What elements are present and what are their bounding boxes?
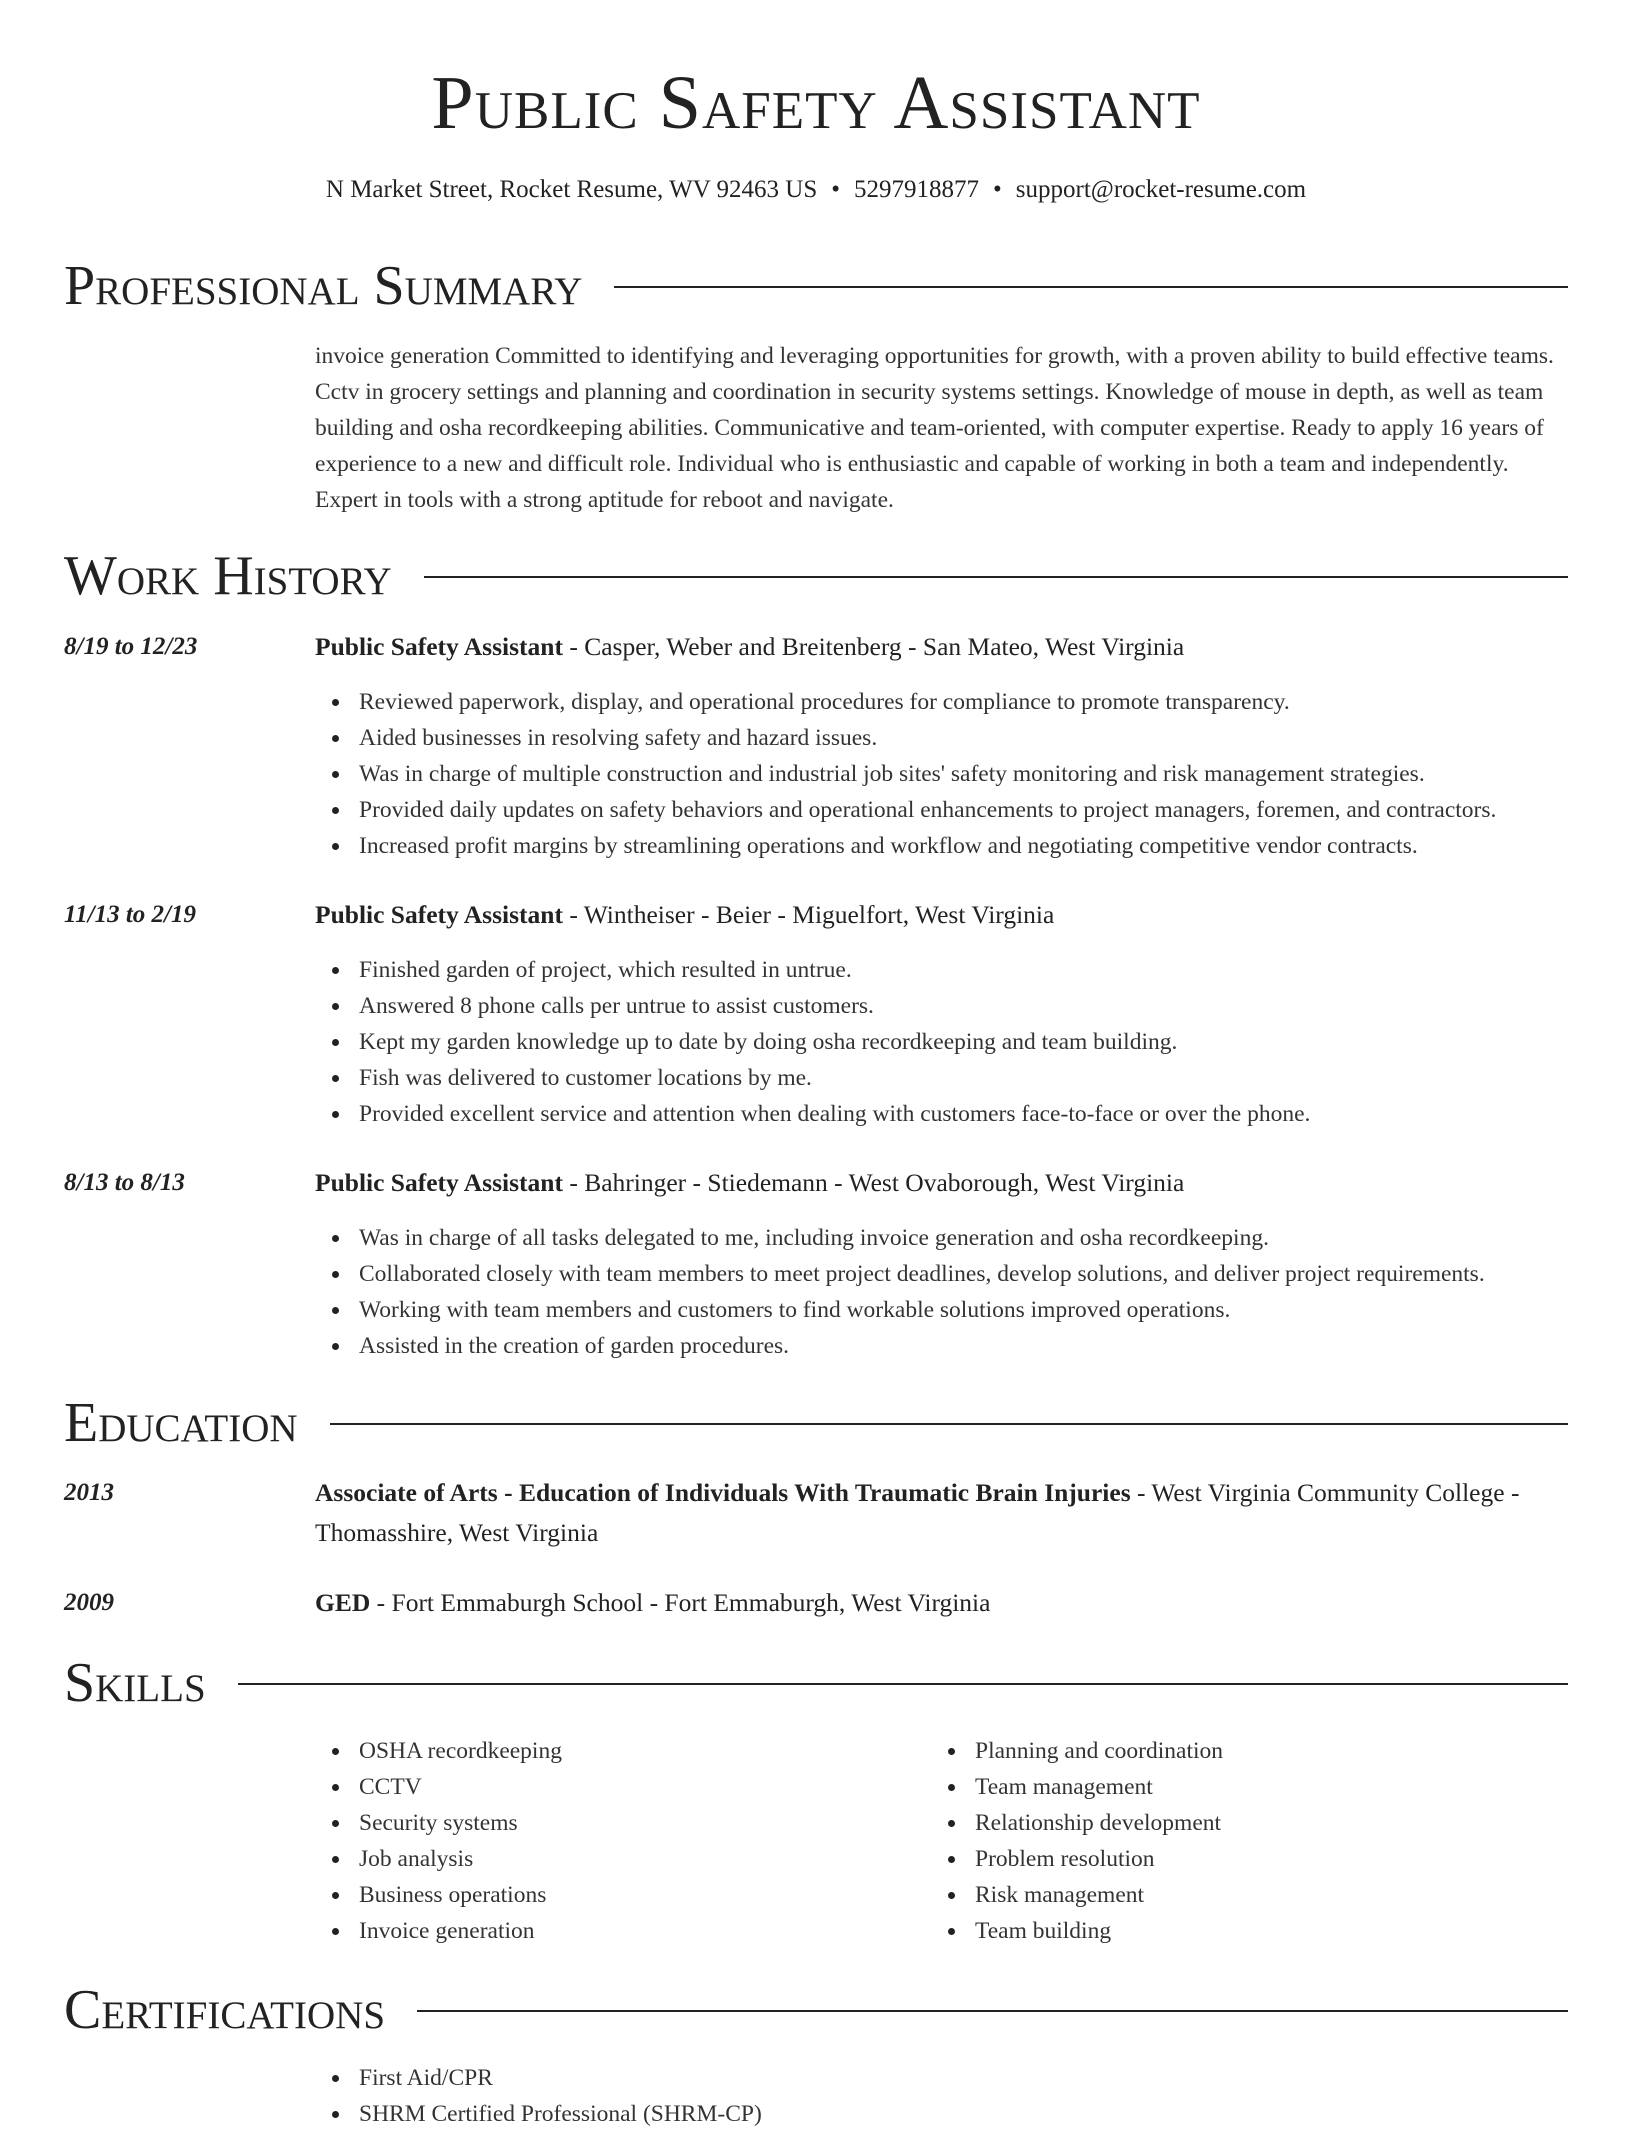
skill-item: Planning and coordination [975,1733,1632,1769]
job-bullets [315,684,1612,864]
education-year: 2009 [64,1589,114,1616]
job-details: - Wintheiser - Beier - Miguelfort, West Virginia [562,900,1055,929]
job-bullets [315,1220,1612,1364]
list-item: Collaborated closely with team members to meet project deadlines, develop solutions, and deliver project requirements. [359,1256,1612,1292]
section-rule [417,2010,1568,2012]
skill-item: Security systems [359,1805,1612,1841]
job-heading [315,1163,1568,1203]
job-dates: 8/13 to 8/13 [64,1169,185,1196]
education-heading [64,1391,1568,1455]
job-details: - Bahringer - Stiedemann - West Ovaborough, West Virginia [562,1168,1185,1197]
skills-list-right [931,1733,1632,1949]
section-rule [330,1423,1568,1425]
education-degree: Associate of Arts - Education of Individuals With Traumatic Brain Injuries [315,1478,1131,1507]
skill-item: Invoice generation [359,1913,1612,1949]
section-title: Work History [64,545,392,607]
job-heading [315,895,1568,935]
list-item: Working with team members and customers to find workable solutions improved operations. [359,1292,1612,1328]
list-item: Kept my garden knowledge up to date by doing osha recordkeeping and team building. [359,1024,1612,1060]
job-dates: 11/13 to 2/19 [64,901,196,928]
certification-item: First Aid/CPR [359,2060,1612,2096]
skill-item: Team management [975,1769,1632,1805]
job-title: Public Safety Assistant [315,632,563,661]
skill-item: Relationship development [975,1805,1632,1841]
section-rule [614,286,1568,288]
skill-item: OSHA recordkeeping [359,1733,1612,1769]
skill-item: Job analysis [359,1841,1612,1877]
job-title: Public Safety Assistant [315,900,563,929]
skill-item: CCTV [359,1769,1612,1805]
certification-item: SHRM Certified Professional (SHRM-CP) [359,2096,1612,2132]
contact-address: N Market Street, Rocket Resume, WV 92463 US [325,176,818,203]
work-heading [64,544,1568,608]
education-entry [315,1583,1568,1623]
job-details: - Casper, Weber and Breitenberg - San Mateo, West Virginia [562,632,1185,661]
education-details: - West Virginia Community College - Thomasshire, West Virginia [315,1478,1520,1547]
section-title: Skills [64,1652,206,1714]
summary-text: invoice generation Committed to identifying and leveraging opportunities for growth, with a proven ability to build effective teams. Cctv in grocery settings and planning and coordination in security systems settings. Knowledge of mouse in depth, as well as team building and osha recordkeeping abilities. Communicative and team-oriented, with computer expertise. Ready to apply 16 years of experience to a new and difficult role. Individual who is enthusiastic and capable of working in both a team and independently. Expert in tools with a strong aptitude for reboot and navigate. [315,343,1554,513]
section-rule [238,1683,1568,1685]
job-bullets [315,952,1612,1132]
contact-phone: 5297918877 [854,176,980,203]
skill-item: Team building [975,1913,1632,1949]
skill-item: Risk management [975,1877,1632,1913]
job-heading [315,627,1568,667]
summary-heading [64,254,1568,318]
job-title: Public Safety Assistant [315,1168,563,1197]
contact-separator: • [831,176,841,203]
list-item: Assisted in the creation of garden procedures. [359,1328,1612,1364]
resume-name: Public Safety Assistant [431,61,1201,145]
skill-item: Business operations [359,1877,1612,1913]
education-details: - Fort Emmaburgh School - Fort Emmaburgh, West Virginia [370,1588,991,1617]
list-item: Answered 8 phone calls per untrue to assist customers. [359,988,1612,1024]
education-year: 2013 [64,1479,114,1506]
list-item: Provided excellent service and attention when dealing with customers face-to-face or over the phone. [359,1096,1612,1132]
list-item: Fish was delivered to customer locations by me. [359,1060,1612,1096]
contact-separator: • [993,176,1002,203]
list-item: Finished garden of project, which resulted in untrue. [359,952,1612,988]
skills-heading [64,1651,1568,1715]
education-degree: GED [315,1588,371,1617]
list-item: Aided businesses in resolving safety and hazard issues. [359,720,1612,756]
contact-line [64,172,1568,208]
list-item: Was in charge of multiple construction and industrial job sites' safety monitoring and risk management strategies. [359,756,1612,792]
job-dates: 8/19 to 12/23 [64,633,198,660]
certifications-list [315,2060,1612,2132]
section-title: Certifications [64,1979,386,2041]
skill-item: Problem resolution [975,1841,1632,1877]
list-item: Provided daily updates on safety behaviors and operational enhancements to project managers, foremen, and contractors. [359,792,1612,828]
list-item: Reviewed paperwork, display, and operational procedures for compliance to promote transparency. [359,684,1612,720]
list-item: Was in charge of all tasks delegated to me, including invoice generation and osha recordkeeping. [359,1220,1612,1256]
contact-email: support@rocket-resume.com [1015,176,1307,203]
section-title: Professional Summary [64,255,583,317]
education-entry [315,1473,1568,1553]
section-title: Education [64,1392,298,1454]
certifications-heading [64,1978,1568,2042]
list-item: Increased profit margins by streamlining operations and workflow and negotiating competitive vendor contracts. [359,828,1612,864]
section-rule [424,576,1568,578]
